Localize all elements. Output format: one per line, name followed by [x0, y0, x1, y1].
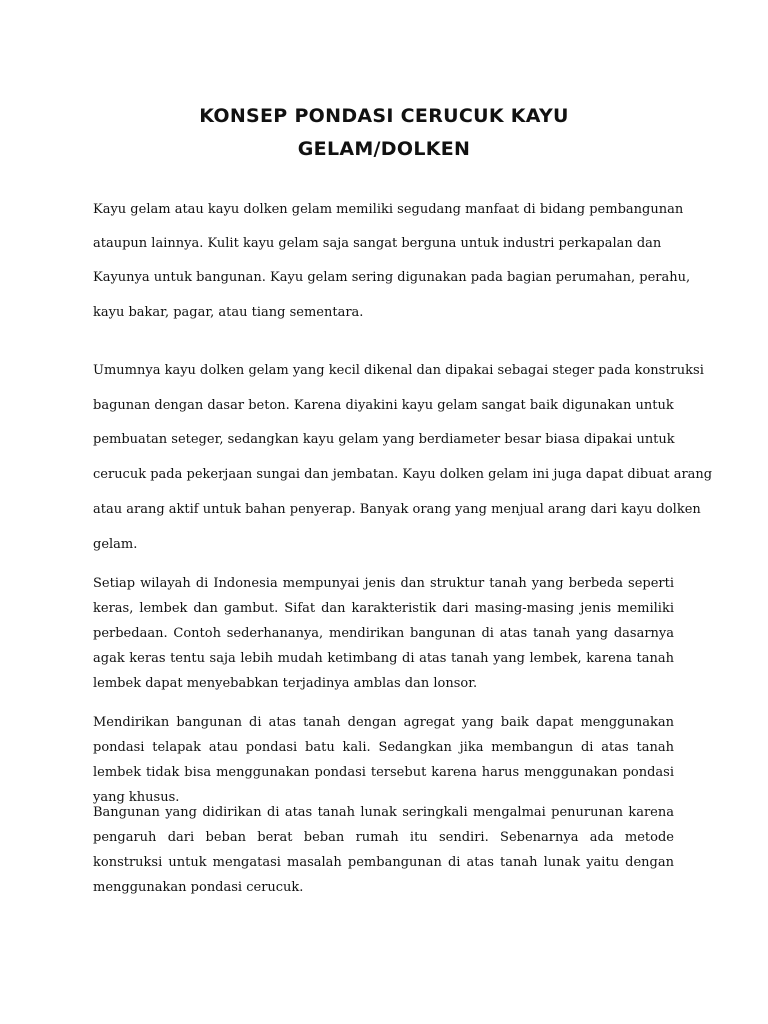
paragraph-line: Kayu gelam atau kayu dolken gelam memiliki segudang manfaat di bidang pembangunan [93, 202, 684, 217]
paragraph-5: Bangunan yang didirikan di atas tanah lunak seringkali mengalmai penurunan karena pengaruh dari beban berat beban rumah itu sendiri. Sebenarnya ada metode konstruksi untuk mengatasi masalah pembangunan di atas tanah lunak yaitu dengan menggunakan pondasi cerucuk. [93, 805, 674, 895]
paragraph-3: Setiap wilayah di Indonesia mempunyai jenis dan struktur tanah yang berbeda seperti keras, lembek dan gambut. Sifat dan karakteristik dari masing-masing jenis memiliki perbedaan. Contoh sederhananya, mendirikan bangunan di atas tanah yang dasarnya agak keras tentu saja lebih mudah ketimbang di atas tanah yang lembek, karena tanah lembek dapat menyebabkan terjadinya amblas dan lonsor. [93, 576, 674, 691]
paragraph-4: Mendirikan bangunan di atas tanah dengan agregat yang baik dapat menggunakan pondasi telapak atau pondasi batu kali. Sedangkan jika membangun di atas tanah lembek tidak bisa menggunakan pondasi tersebut karena harus menggunakan pondasi yang khusus. [93, 715, 674, 805]
title-line-1: KONSEP PONDASI CERUCUK KAYU [199, 105, 569, 127]
paragraph-line: ataupun lainnya. Kulit kayu gelam saja sangat berguna untuk industri perkapalan dan [93, 236, 662, 251]
paragraph-line: kayu bakar, pagar, atau tiang sementara. [93, 305, 364, 320]
document-title [0, 100, 768, 166]
paragraph-line: atau arang aktif untuk bahan penyerap. Banyak orang yang menjual arang dari kayu dolken [93, 502, 701, 517]
paragraph-line: cerucuk pada pekerjaan sungai dan jembatan. Kayu dolken gelam ini juga dapat dibuat arang [93, 467, 713, 482]
title-line-2: GELAM/DOLKEN [297, 138, 471, 160]
paragraph-line: pembuatan seteger, sedangkan kayu gelam yang berdiameter besar biasa dipakai untuk [93, 432, 675, 447]
paragraph-line: gelam. [93, 537, 138, 552]
paragraph-line: bagunan dengan dasar beton. Karena diyakini kayu gelam sangat baik digunakan untuk [93, 398, 674, 413]
paragraph-line: Kayunya untuk bangunan. Kayu gelam sering digunakan pada bagian perumahan, perahu, [93, 270, 691, 285]
paragraph-line: Umumnya kayu dolken gelam yang kecil dikenal dan dipakai sebagai steger pada konstruksi [93, 363, 704, 378]
